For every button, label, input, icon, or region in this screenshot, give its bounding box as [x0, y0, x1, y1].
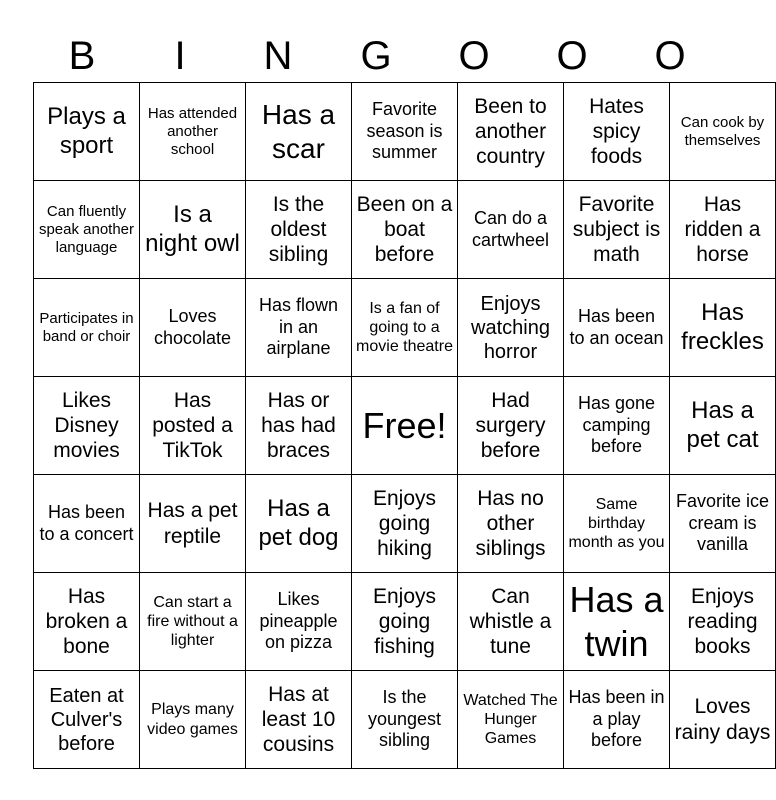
header-letter-g: G [360, 34, 392, 78]
header-letter-b: B [68, 34, 96, 78]
bingo-cell: Has or has had braces [246, 377, 352, 475]
bingo-cell: Has a pet cat [670, 377, 776, 475]
bingo-cell: Is a night owl [140, 181, 246, 279]
bingo-cell: Favorite ice cream is vanilla [670, 475, 776, 573]
bingo-cell: Can do a cartwheel [458, 181, 564, 279]
board-row [34, 377, 776, 475]
bingo-cell: Likes pineapple on pizza [246, 573, 352, 671]
bingo-cell: Has a twin [564, 573, 670, 671]
bingo-cell: Is the youngest sibling [352, 671, 458, 769]
bingo-cell: Has a pet reptile [140, 475, 246, 573]
bingo-cell: Had surgery before [458, 377, 564, 475]
bingo-cell: Has ridden a horse [670, 181, 776, 279]
bingo-cell: Likes Disney movies [34, 377, 140, 475]
free-space-cell: Free! [352, 377, 458, 475]
bingo-cell: Has a pet dog [246, 475, 352, 573]
bingo-cell: Participates in band or choir [34, 279, 140, 377]
bingo-cell: Eaten at Culver's before [34, 671, 140, 769]
bingo-cell: Favorite season is summer [352, 83, 458, 181]
bingo-cell: Is a fan of going to a movie theatre [352, 279, 458, 377]
header-letter-n: N [263, 34, 293, 78]
bingo-cell: Loves chocolate [140, 279, 246, 377]
header-letter-o-2: O [556, 34, 588, 78]
bingo-cell: Is the oldest sibling [246, 181, 352, 279]
bingo-header [33, 30, 719, 82]
bingo-cell: Has been to an ocean [564, 279, 670, 377]
header-letter-o-3: O [654, 34, 686, 78]
board-row [34, 671, 776, 769]
bingo-cell: Hates spicy foods [564, 83, 670, 181]
bingo-cell: Can whistle a tune [458, 573, 564, 671]
bingo-cell: Favorite subject is math [564, 181, 670, 279]
bingo-cell: Has no other siblings [458, 475, 564, 573]
bingo-cell: Has gone camping before [564, 377, 670, 475]
bingo-cell: Can fluently speak another language [34, 181, 140, 279]
bingo-cell: Has been in a play before [564, 671, 670, 769]
bingo-cell: Can cook by themselves [670, 83, 776, 181]
bingo-cell: Has flown in an airplane [246, 279, 352, 377]
board-row [34, 83, 776, 181]
bingo-cell: Has a scar [246, 83, 352, 181]
bingo-cell: Has posted a TikTok [140, 377, 246, 475]
bingo-cell: Enjoys watching horror [458, 279, 564, 377]
bingo-cell: Plays many video games [140, 671, 246, 769]
bingo-cell: Enjoys going fishing [352, 573, 458, 671]
board-row [34, 181, 776, 279]
bingo-cell: Has been to a concert [34, 475, 140, 573]
board-row [34, 475, 776, 573]
bingo-cell: Has broken a bone [34, 573, 140, 671]
bingo-cell: Enjoys going hiking [352, 475, 458, 573]
bingo-cell: Can start a fire without a lighter [140, 573, 246, 671]
bingo-cell: Been to another country [458, 83, 564, 181]
bingo-cell: Has attended another school [140, 83, 246, 181]
bingo-cell: Been on a boat before [352, 181, 458, 279]
bingo-cell: Has freckles [670, 279, 776, 377]
board-row [34, 573, 776, 671]
header-letter-i: I [174, 34, 186, 78]
header-letter-o-1: O [458, 34, 490, 78]
bingo-cell: Has at least 10 cousins [246, 671, 352, 769]
bingo-cell: Loves rainy days [670, 671, 776, 769]
bingo-cell: Plays a sport [34, 83, 140, 181]
bingo-board [33, 82, 776, 769]
bingo-cell: Enjoys reading books [670, 573, 776, 671]
bingo-cell: Same birthday month as you [564, 475, 670, 573]
board-row [34, 279, 776, 377]
bingo-cell: Watched The Hunger Games [458, 671, 564, 769]
